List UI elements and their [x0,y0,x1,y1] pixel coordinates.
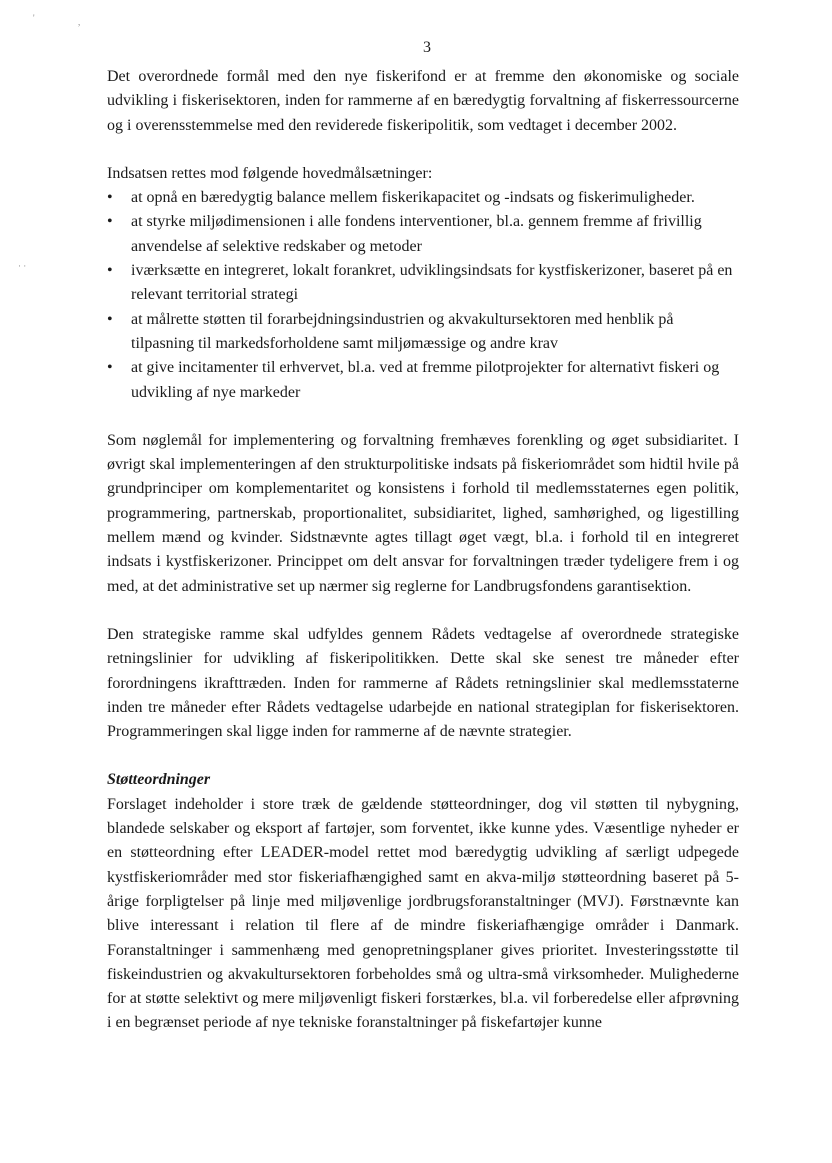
objectives-lead: Indsatsen rettes mod følgende hovedmålsætninger: [107,164,433,182]
page-content [107,36,739,1036]
paragraph-gap [107,599,739,623]
scan-speck: · · [18,261,27,271]
list-item: • at styrke miljødimensionen i alle fondens interventioner, bl.a. gennem fremme af frivillig anvendelse af selektive redskaber og metoder [107,210,739,259]
paragraph-gap [107,405,739,429]
scan-speck: ' [33,13,35,23]
list-item: • at give incitamenter til erhvervet, bl.a. ved at fremme pilotprojekter for alternativt fiskeri og udvikling af nye markeder [107,356,739,405]
intro-paragraph: Det overordnede formål med den nye fiskerifond er at fremme den økonomiske og sociale udvikling i fiskerisektoren, inden for rammerne af en bæredygtig forvaltning af fiskerressourcerne og i overensstemmelse med den reviderede fiskeripolitik, som vedtaget i december 2002. [107,68,739,134]
list-item: • at opnå en bæredygtig balance mellem fiskerikapacitet og -indsats og fiskerimuligheder. [107,186,739,210]
support-paragraph: Forslaget indeholder i store træk de gældende støtteordninger, dog vil støtten til nybygning, blandede selskaber og eksport af fartøjer, som forventet, ikke kunne ydes. Væsentlige nyheder er en støtteordning efter LEADER-model rettet mod bæredygtig udvikling af særligt udpegede kystfiskeriområder med stor fiskeriafhængighed samt en akva-miljø støtteordning baseret på 5-årige forpligtelser på linje med miljøvenlige jordbrugsforanstaltninger (MVJ). Førstnævnte kan blive interessant i relation til flere af de mindre fiskeriafhængige områder i Danmark. Foranstaltninger i sammenhæng med genopretningsplaner gives prioritet. Investeringsstøtte til fiskeindustrien og akvakultursektoren forbeholdes små og ultra-små virksomheder. Mulighederne for at støtte selektivt og mere miljøvenligt fiskeri forstærkes, bl.a. vil forberedelse eller afprøvning i en begrænset periode af nye tekniske foranstaltninger på fiskefartøjer kunne [107,795,739,1032]
key-goals-paragraph: Som nøglemål for implementering og forvaltning fremhæves forenkling og øget subsidiaritet. I øvrigt skal implementeringen af den strukturpolitiske indsats på fiskeriområdet som hidtil hvile på grundprinciper om komplementaritet og konsistens i forhold til medlemsstaternes egen politik, programmering, partnerskab, proportionalitet, subsidiaritet, lighed, samhørighed, og ligestilling mellem mænd og kvinder. Sidstnævnte agtes tillagt øget vægt, bl.a. i forhold til en integreret indsats i kystfiskerizoner. Princippet om delt ansvar for forvaltningen træder tydeligere frem i og med, at det administrative set up nærmer sig reglerne for Landbrugsfondens garantisektion. [107,431,739,595]
scan-speck: , [78,17,81,27]
page-number: 3 [423,39,431,56]
strategic-frame-paragraph: Den strategiske ramme skal udfyldes gennem Rådets vedtagelse af overordnede strategiske retningslinier for udvikling af fiskeripolitikken. Dette skal ske senest tre måneder efter forordningens ikrafttræden. Inden for rammerne af Rådets retningslinier skal medlemsstaterne inden tre måneder efter Rådets vedtagelse udarbejde en national strategiplan for fiskerisektoren. Programmeringen skal ligge inden for rammerne af de nævnte strategier. [107,625,739,741]
list-item: • at målrette støtten til forarbejdningsindustrien og akvakultursektoren med henblik på tilpasning til markedsforholdene samt miljømæssige og andre krav [107,308,739,357]
list-item: • iværksætte en integreret, lokalt forankret, udviklingsindsats for kystfiskerizoner, baseret på en relevant territorial strategi [107,259,739,308]
section-heading: Støtteordninger [107,771,211,789]
paragraph-gap [107,744,739,768]
paragraph-gap [107,138,739,162]
objectives-list [107,186,739,405]
